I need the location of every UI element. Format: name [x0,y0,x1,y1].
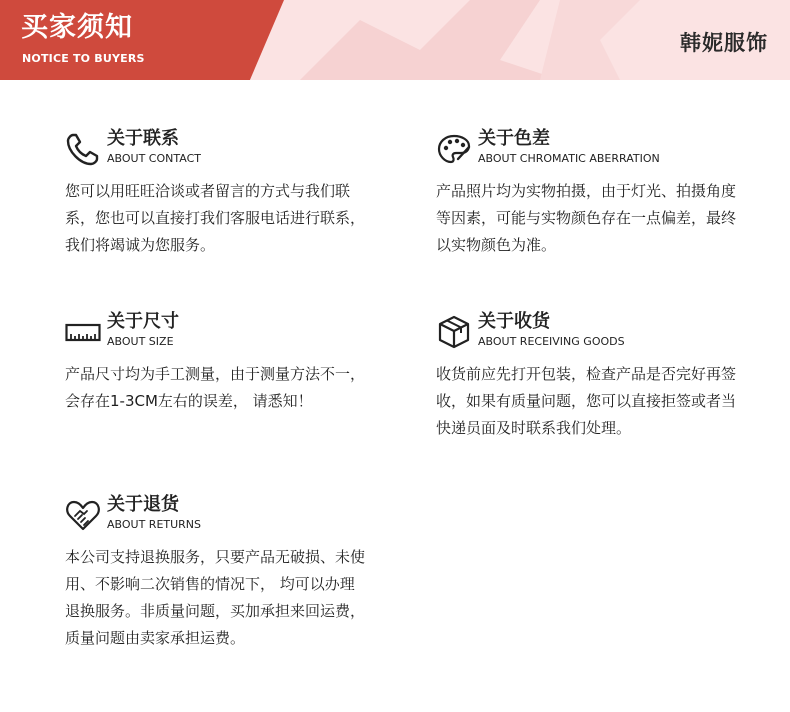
section-subtitle: ABOUT RETURNS [107,518,202,531]
section-size [65,311,375,415]
section-body: 产品尺寸均为手工测量，由于测量方法不一，会存在1-3CM左右的误差， 请悉知！ [65,365,366,410]
section-title: 关于退货 [107,494,179,515]
section-body: 您可以用旺旺洽谈或者留言的方式与我们联系，您也可以直接打我们客服电话进行联系，我们将竭诚为您服务。 [65,182,366,254]
section-subtitle: ABOUT RECEIVING GOODS [478,335,625,348]
section-subtitle: ABOUT CHROMATIC ABERRATION [478,152,660,165]
palette-icon [436,131,472,167]
section-color [436,128,746,259]
header-banner [0,0,790,80]
section-body: 收货前应先打开包装，检查产品是否完好再签收，如果有质量问题，您可以直接拒签或者当快递员面及时联系我们处理。 [436,365,737,437]
ruler-icon [65,314,101,350]
heart-handshake-icon [65,497,101,533]
page-subtitle: NOTICE TO BUYERS [22,52,145,65]
phone-icon [65,131,101,167]
section-returns [65,494,375,652]
section-title: 关于尺寸 [107,311,179,332]
section-subtitle: ABOUT CONTACT [107,152,201,165]
section-receiving [436,311,746,442]
section-contact [65,128,375,259]
page-title: 买家须知 [21,12,133,43]
section-title: 关于收货 [478,311,550,332]
brand-name: 韩妮服饰 [680,31,768,55]
section-body: 产品照片均为实物拍摄，由于灯光、拍摄角度等因素，可能与实物颜色存在一点偏差，最终以实物颜色为准。 [436,182,737,254]
section-subtitle: ABOUT SIZE [107,335,174,348]
section-title: 关于色差 [478,128,550,149]
section-title: 关于联系 [107,128,179,149]
package-icon [436,314,472,350]
section-body: 本公司支持退换服务，只要产品无破损、未使用、不影响二次销售的情况下， 均可以办理退换服务。非质量问题，买加承担来回运费，质量问题由卖家承担运费。 [65,548,366,647]
